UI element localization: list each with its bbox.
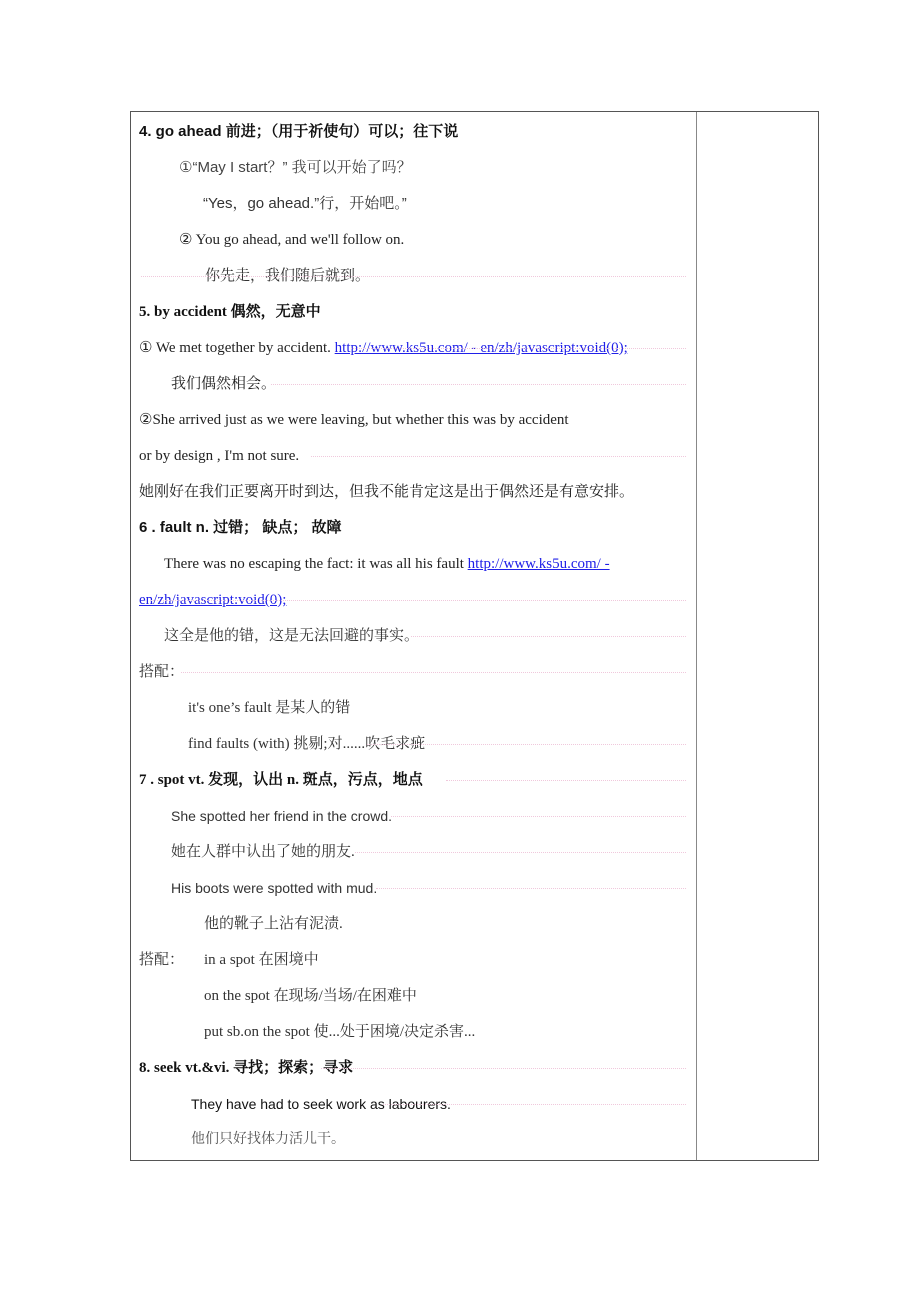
section-4-translation: 你先走，我们随后就到。 [205, 268, 371, 284]
ks5u-link-part-2[interactable]: en/zh/javascript:void(0); [139, 592, 287, 608]
section-7-translation-1: 她在人群中认出了她的朋友. [171, 844, 355, 860]
section-6-example-text: There was no escaping the fact: it was all his fault [164, 556, 468, 572]
section-8-translation: 他们只好找体力活儿干。 [191, 1132, 345, 1147]
empty-right-cell [697, 112, 818, 1160]
section-8-example: They have had to seek work as labourers. [191, 1096, 451, 1112]
dotted-rule [181, 672, 686, 673]
section-6-collocation-1: it's one’s fault 是某人的错 [188, 700, 351, 716]
section-5-translation-1: 我们偶然相会。 [171, 376, 277, 392]
section-7-heading: 7 . spot vt. 发现，认出 n. 斑点，污点，地点 [139, 772, 423, 788]
dotted-rule [321, 1068, 686, 1069]
dotted-rule [411, 636, 686, 637]
ks5u-link-part-1[interactable]: http://www.ks5u.com/ - [467, 556, 610, 572]
section-4-example-2: ② You go ahead, and we'll follow on. [179, 232, 405, 248]
section-7-collocation-3: put sb.on the spot 使...处于困境/决定杀害... [204, 1024, 476, 1040]
section-7-collocation-1: in a spot 在困境中 [204, 952, 319, 968]
section-5-example-2-line-1: ②She arrived just as we were leaving, but whether this was by accident [139, 412, 569, 428]
section-6-heading: 6 . fault n. 过错； 缺点； 故障 [139, 519, 342, 536]
dotted-rule [351, 348, 686, 349]
section-7-example-1: She spotted her friend in the crowd. [171, 808, 393, 824]
section-4-heading: 4. go ahead 前进；（用于祈使句）可以；往下说 [139, 123, 459, 140]
section-8-heading: 8. seek vt.&vi. 寻找；探索；寻求 [139, 1060, 354, 1076]
section-5-example-2-line-2: or by design , I'm not sure. [139, 448, 300, 464]
notes-table [130, 111, 819, 1161]
dotted-rule [446, 780, 686, 781]
section-7-collocation-label: 搭配： [139, 952, 185, 968]
section-7-collocation-2: on the spot 在现场/当场/在困难中 [204, 988, 417, 1004]
dotted-rule [311, 456, 686, 457]
dotted-rule [383, 1104, 686, 1105]
dotted-rule [367, 744, 686, 745]
section-6-translation: 这全是他的错，这是无法回避的事实。 [164, 628, 420, 644]
content-cell [131, 112, 696, 1160]
section-5-example-1-text: ① We met together by accident. [139, 340, 335, 356]
ks5u-link[interactable]: http://www.ks5u.com/ - en/zh/javascript:void(0); [334, 340, 628, 356]
section-4-reply: “Yes，go ahead.”行，开始吧。” [203, 195, 407, 212]
section-5-heading: 5. by accident 偶然，无意中 [139, 304, 321, 320]
dotted-rule [141, 276, 686, 277]
dotted-rule [376, 888, 686, 889]
section-5-translation-2: 她刚好在我们正要离开时到达，但我不能肯定这是出于偶然还是有意安排。 [139, 484, 635, 500]
section-6-collocation-2: find faults (with) 挑剔;对......吹毛求疵 [188, 736, 426, 752]
section-4-example-1: ①“May I start？” 我可以开始了吗？ [179, 159, 412, 176]
section-7-example-2: His boots were spotted with mud. [171, 880, 378, 896]
section-6-collocation-label: 搭配： [139, 664, 185, 680]
dotted-rule [355, 852, 686, 853]
dotted-rule [151, 600, 686, 601]
section-6-example [164, 546, 610, 582]
dotted-rule [271, 384, 686, 385]
section-7-translation-2: 他的靴子上沾有泥渍. [204, 916, 343, 932]
dotted-rule [391, 816, 686, 817]
